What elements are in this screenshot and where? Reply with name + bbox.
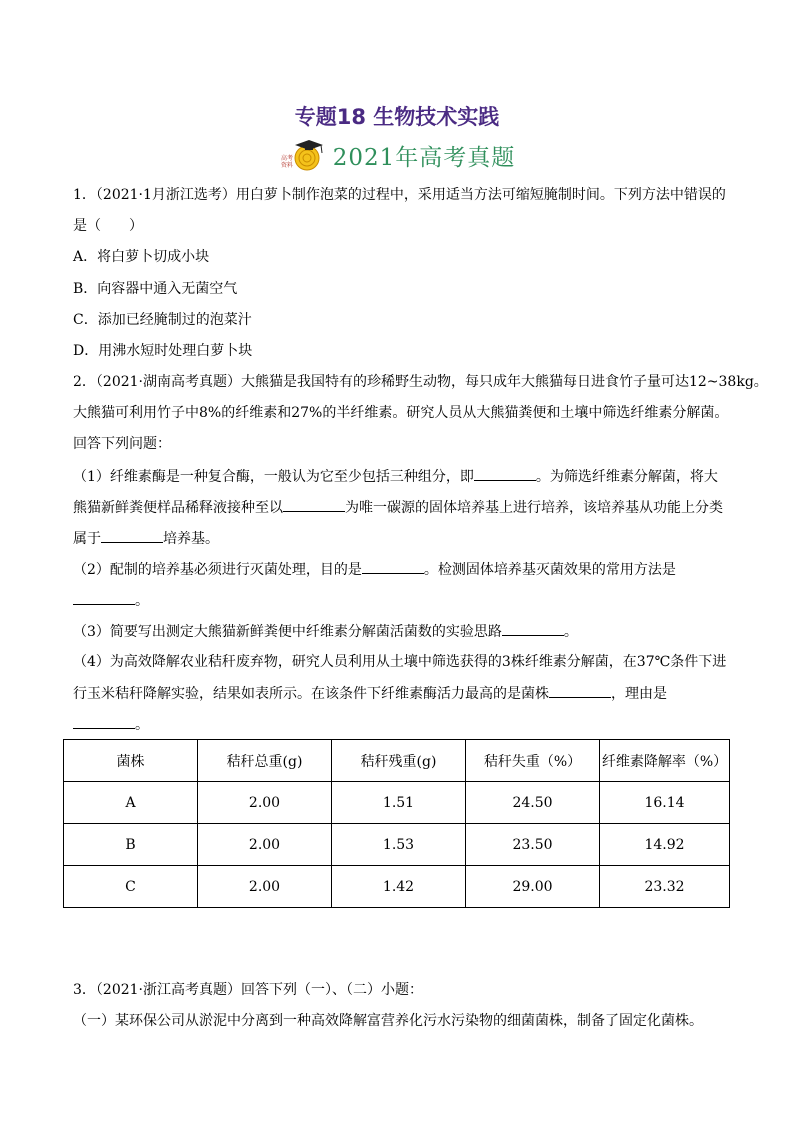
q1-option-d: D．用沸水短时处理白萝卜块 — [73, 343, 253, 359]
q2-stem-line-3: 回答下列问题： — [73, 436, 171, 452]
q2-part1-text-d: 为唯一碳源的固体培养基上进行培养，该培养基从功能上分类 — [345, 500, 723, 516]
answer-blank[interactable] — [502, 621, 564, 636]
q2-part4-text-d: 。 — [135, 717, 149, 733]
graduate-cartoon-icon — [279, 136, 325, 174]
table-cell: 24.50 — [466, 782, 600, 824]
q2-part2-text-a: （2）配制的培养基必须进行灭菌处理，目的是 — [73, 562, 362, 578]
table-cell: 23.32 — [600, 866, 730, 908]
answer-blank[interactable] — [549, 683, 611, 698]
table-cell: 14.92 — [600, 824, 730, 866]
q3-stem-line-1: 3．（2021·浙江高考真题）回答下列（一）、（二）小题： — [73, 982, 423, 998]
q2-part1-line-2 — [73, 497, 733, 518]
table-cell: 2.00 — [198, 782, 332, 824]
answer-blank[interactable] — [73, 590, 135, 605]
q2-part3-text-a: （3）简要写出测定大熊猫新鲜粪便中纤维素分解菌活菌数的实验思路 — [73, 624, 502, 640]
table-row — [64, 782, 730, 824]
q1-option-a: A．将白萝卜切成小块 — [73, 249, 210, 265]
table-cell: A — [64, 782, 198, 824]
q2-part3-line — [73, 621, 733, 642]
q2-part2-text-c: 。 — [135, 593, 149, 609]
table-header-cell: 纤维素降解率（%） — [600, 740, 730, 782]
q2-part4-text-b: 行玉米秸秆降解实验，结果如表所示。在该条件下纤维素酶活力最高的是菌株 — [73, 686, 549, 702]
q2-stem-line-1: 2．（2021·湖南高考真题）大熊猫是我国特有的珍稀野生动物，每只成年大熊猫每日进食竹子量可达12~38kg。 — [73, 374, 768, 390]
table-cell: 16.14 — [600, 782, 730, 824]
svg-text:资料: 资料 — [280, 162, 293, 169]
q2-part1-text-e: 属于 — [73, 531, 101, 547]
q2-part1-text-f: 培养基。 — [163, 531, 219, 547]
table-cell: 2.00 — [198, 866, 332, 908]
svg-text:高考: 高考 — [280, 155, 293, 162]
table-cell: 1.42 — [332, 866, 466, 908]
q2-part1-text-c: 熊猫新鲜粪便样品稀释液接种至以 — [73, 500, 283, 516]
q2-part1-line-1 — [73, 466, 733, 487]
table-header-cell: 菌株 — [64, 740, 198, 782]
q1-option-b: B．向容器中通入无菌空气 — [73, 281, 238, 297]
subtitle-row — [0, 135, 794, 175]
q2-part1-line-3 — [73, 528, 733, 549]
answer-blank[interactable] — [362, 559, 424, 574]
table-row — [64, 866, 730, 908]
q2-part4-text-c: ，理由是 — [611, 686, 667, 702]
table-cell: 29.00 — [466, 866, 600, 908]
table-cell: B — [64, 824, 198, 866]
table-cell: C — [64, 866, 198, 908]
q3-stem-line-2: （一）某环保公司从淤泥中分离到一种高效降解富营养化污水污染物的细菌菌株，制备了固定化菌株。 — [73, 1013, 703, 1029]
table-header-cell: 秸秆总重(g) — [198, 740, 332, 782]
table-header-row — [64, 740, 730, 782]
table-header-cell: 秸秆失重（%） — [466, 740, 600, 782]
answer-blank[interactable] — [283, 497, 345, 512]
q2-stem-line-2: 大熊猫可利用竹子中8%的纤维素和27%的半纤维素。研究人员从大熊猫粪便和土壤中筛选纤维素分解菌。 — [73, 405, 729, 421]
q2-part2-line-1 — [73, 559, 733, 580]
results-table — [63, 739, 730, 908]
page-subtitle: 2021年高考真题 — [332, 144, 516, 171]
answer-blank[interactable] — [73, 714, 135, 729]
q1-stem-line-2: 是（ ） — [73, 218, 143, 234]
q2-part1-text-b: 。为筛选纤维素分解菌，将大 — [535, 469, 718, 485]
q1-stem-line-1: 1．（2021·1月浙江选考）用白萝卜制作泡菜的过程中，采用适当方法可缩短腌制时间。下列方法中错误的 — [73, 187, 726, 203]
q2-part4-line-1: （4）为高效降解农业秸秆废弃物，研究人员利用从土壤中筛选获得的3株纤维素分解菌，在37℃条件下进 — [73, 654, 727, 670]
q2-part4-line-3 — [73, 714, 733, 735]
table-row — [64, 824, 730, 866]
answer-blank[interactable] — [101, 528, 163, 543]
page-title: 专题18 生物技术实践 — [294, 105, 500, 129]
table-cell: 2.00 — [198, 824, 332, 866]
q2-part2-line-2 — [73, 590, 733, 611]
q2-part4-line-2 — [73, 683, 733, 704]
answer-blank[interactable] — [474, 466, 536, 481]
q2-part3-text-b: 。 — [563, 624, 578, 640]
table-cell: 1.51 — [332, 782, 466, 824]
table-header-cell: 秸秆残重(g) — [332, 740, 466, 782]
q2-part1-text-a: （1）纤维素酶是一种复合酶，一般认为它至少包括三种组分，即 — [73, 469, 474, 485]
q2-part2-text-b: 。检测固体培养基灭菌效果的常用方法是 — [423, 562, 676, 578]
table-cell: 1.53 — [332, 824, 466, 866]
q1-option-c: C．添加已经腌制过的泡菜汁 — [73, 312, 252, 328]
table-cell: 23.50 — [466, 824, 600, 866]
